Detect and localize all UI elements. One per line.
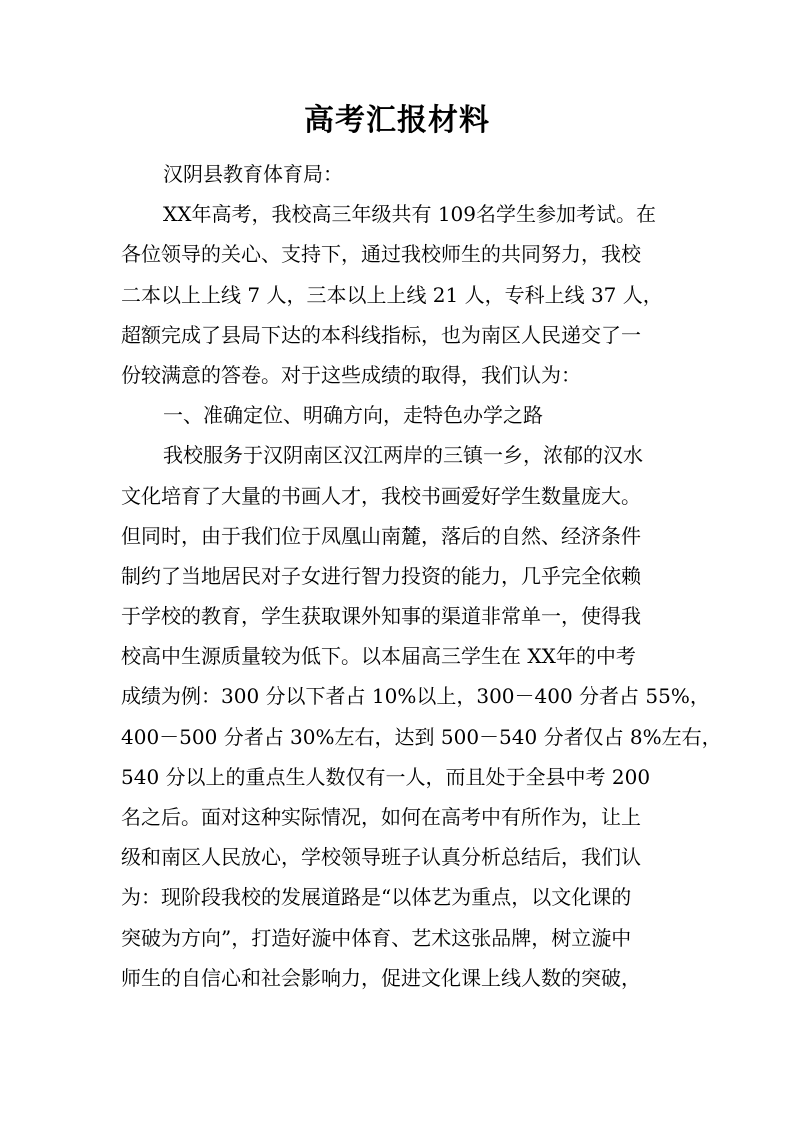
text-line: 各位领导的关心、支持下，通过我校师生的共同努力，我校 (121, 242, 641, 267)
document-title: 高考汇报材料 (304, 103, 490, 138)
text-line: 二本以上上线 7 人，三本以上上线 21 人，专科上线 37 人， (121, 282, 663, 307)
text-line: 成绩为例：300 分以下者占 10%以上，300－400 分者占 55%， (121, 684, 710, 709)
text-line: 于学校的教育，学生获取课外知事的渠道非常单一，使得我 (121, 604, 641, 629)
text-line: 一、准确定位、明确方向，走特色办学之路 (163, 403, 543, 428)
text-line: 制约了当地居民对子女进行智力投资的能力，几乎完全依赖 (121, 563, 641, 588)
text-line: 汉阴县教育体育局： (163, 162, 343, 186)
text-line: 名之后。面对这种实际情况，如何在高考中有所作为，让上 (121, 805, 641, 829)
text-line: 400－500 分者占 30%左右，达到 500－540 分者仅占 8%左右， (121, 724, 722, 749)
text-line: 我校服务于汉阴南区汉江两岸的三镇一乡，浓郁的汉水 (163, 443, 643, 468)
text-line: XX年高考，我校高三年级共有 109名学生参加考试。在 (163, 202, 657, 227)
text-line: 540 分以上的重点生人数仅有一人，而且处于全县中考 200 (121, 764, 651, 789)
text-line: 级和南区人民放心，学校领导班子认真分析总结后，我们认 (121, 845, 641, 870)
text-line: 师生的自信心和社会影响力，促进文化课上线人数的突破， (121, 965, 641, 990)
text-line: 但同时，由于我们位于凤凰山南麓，落后的自然、经济条件 (121, 523, 641, 548)
text-line: 超额完成了县局下达的本科线指标，也为南区人民递交了一 (121, 322, 641, 347)
text-line: 校高中生源质量较为低下。以本届高三学生在 XX年的中考 (121, 644, 636, 669)
text-line: 文化培育了大量的书画人才，我校书画爱好学生数量庞大。 (121, 483, 641, 508)
text-line: 为：现阶段我校的发展道路是“以体艺为重点，以文化课的 (121, 885, 632, 910)
text-line: 突破为方向”，打造好漩中体育、艺术这张品牌，树立漩中 (121, 925, 632, 950)
document-body (121, 154, 722, 998)
text-line: 份较满意的答卷。对于这些成绩的取得，我们认为： (121, 362, 581, 387)
